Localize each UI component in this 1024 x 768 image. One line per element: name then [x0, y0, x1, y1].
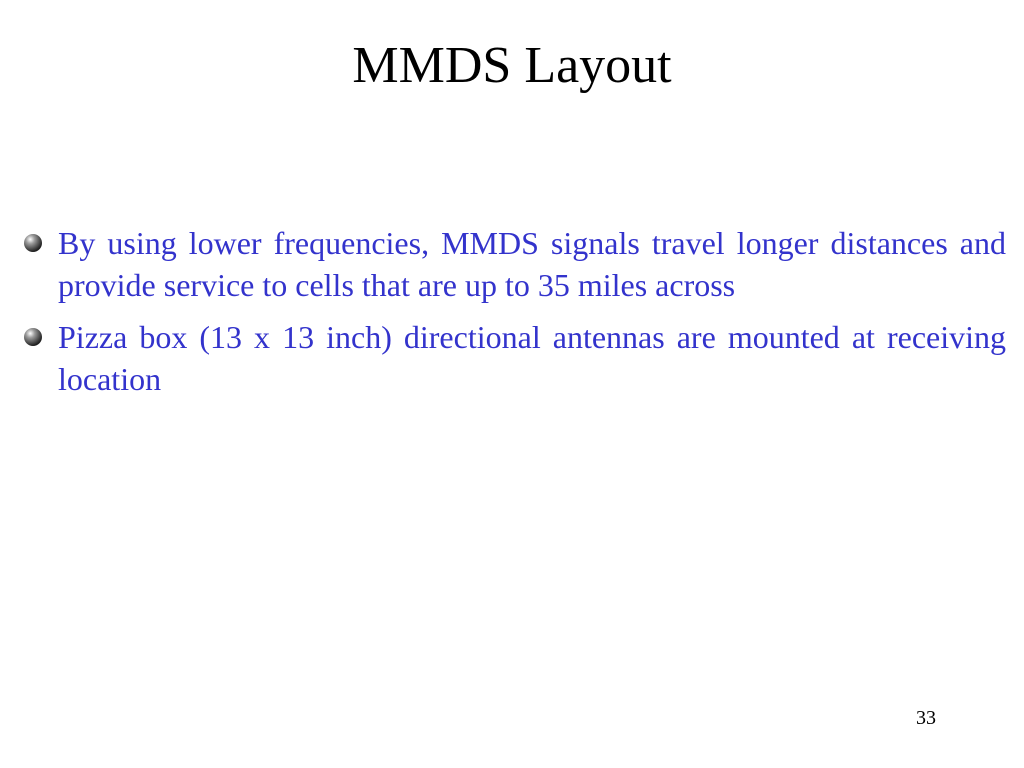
sphere-bullet-icon — [22, 326, 44, 348]
bullet-text: Pizza box (13 x 13 inch) directional antennas are mounted at receiving location — [58, 319, 1006, 397]
sphere-bullet-icon — [22, 232, 44, 254]
bullet-text: By using lower frequencies, MMDS signals travel longer distances and provide service to cells that are up to 35 miles across — [58, 225, 1006, 303]
bullet-list — [22, 222, 1006, 410]
page-number: 33 — [916, 707, 936, 729]
slide-title: MMDS Layout — [352, 37, 672, 94]
bullet-item — [22, 222, 1006, 306]
bullet-item — [22, 316, 1006, 400]
